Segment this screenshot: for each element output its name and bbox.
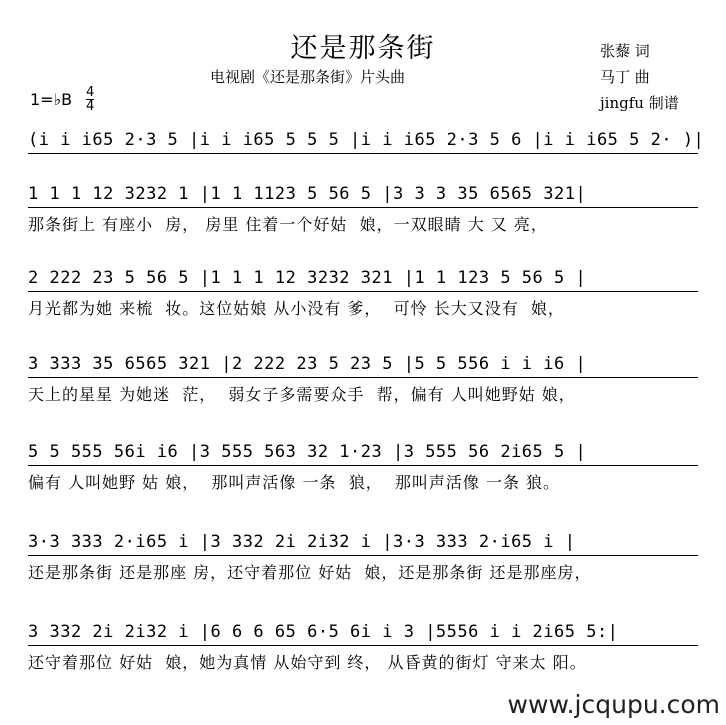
notes-line: 1 1 1 12 3232 1 |1 1 1123 5 56 5 |3 3 3 35 6565 321| xyxy=(28,182,698,208)
score-row-2 xyxy=(28,182,698,235)
score-row-7 xyxy=(28,620,698,673)
score-row-5 xyxy=(28,440,698,493)
notes-line: (i i i65 2·3 5 |i i i65 5 5 5 |i i i65 2·3 5 6 |i i i65 5 2· )| xyxy=(28,128,698,154)
lyric-line: 还是那条街 还是那座 房，还守着那位 好姑 娘，还是那条街 还是那座房， xyxy=(28,563,592,582)
composer-credit: 马丁 曲 xyxy=(600,68,650,86)
lyric-line: 偏有 人叫她野 姑 娘， 那叫声活像 一条 狼， 那叫声活像 一条 狼。 xyxy=(28,473,561,492)
watermark: www.jcqupu.com xyxy=(507,690,720,719)
notes-line: 5 5 555 56i i6 |3 555 563 32 1·23 |3 555 56 2i65 5 | xyxy=(28,440,698,466)
time-top: 4 xyxy=(86,85,95,100)
lyric-line: 月光都为她 来梳 妆。这位姑娘 从小没有 爹， 可怜 长大又没有 娘， xyxy=(28,299,565,318)
notes-line: 2 222 23 5 56 5 |1 1 1 12 3232 321 |1 1 123 5 56 5 | xyxy=(28,266,698,292)
lyricist-credit: 张藜 词 xyxy=(600,42,650,60)
score-row-3 xyxy=(28,266,698,319)
time-bottom: 4 xyxy=(86,99,95,114)
lyric-line: 那条街上 有座小 房， 房里 住着一个好姑 娘，一双眼睛 大 又 亮， xyxy=(28,215,548,234)
score-row-1 xyxy=(28,128,705,158)
time-signature xyxy=(86,86,94,113)
notes-line: 3 332 2i 2i32 i |6 6 6 65 6·5 6i i 3 |5556 i i 2i65 5:| xyxy=(28,620,698,646)
lyric-line: 还守着那位 好姑 娘，她为真情 从始守到 终， 从昏黄的街灯 守来太 阳。 xyxy=(28,653,587,672)
arranger-credit: jingfu 制谱 xyxy=(600,94,679,112)
score-row-6 xyxy=(28,530,698,583)
notes-line: 3·3 333 2·i65 i |3 332 2i 2i32 i |3·3 333 2·i65 i | xyxy=(28,530,698,556)
score-row-4 xyxy=(28,352,698,405)
subtitle: 电视剧《还是那条街》片头曲 xyxy=(210,68,406,86)
notes-line: 3 333 35 6565 321 |2 222 23 5 23 5 |5 5 556 i i i6 | xyxy=(28,352,698,378)
page-title: 还是那条街 xyxy=(290,33,436,64)
key-signature: 1=♭B xyxy=(30,90,73,109)
lyric-line: 天上的星星 为她迷 茫， 弱女子多需要众手 帮，偏有 人叫她野姑 娘， xyxy=(28,385,576,404)
